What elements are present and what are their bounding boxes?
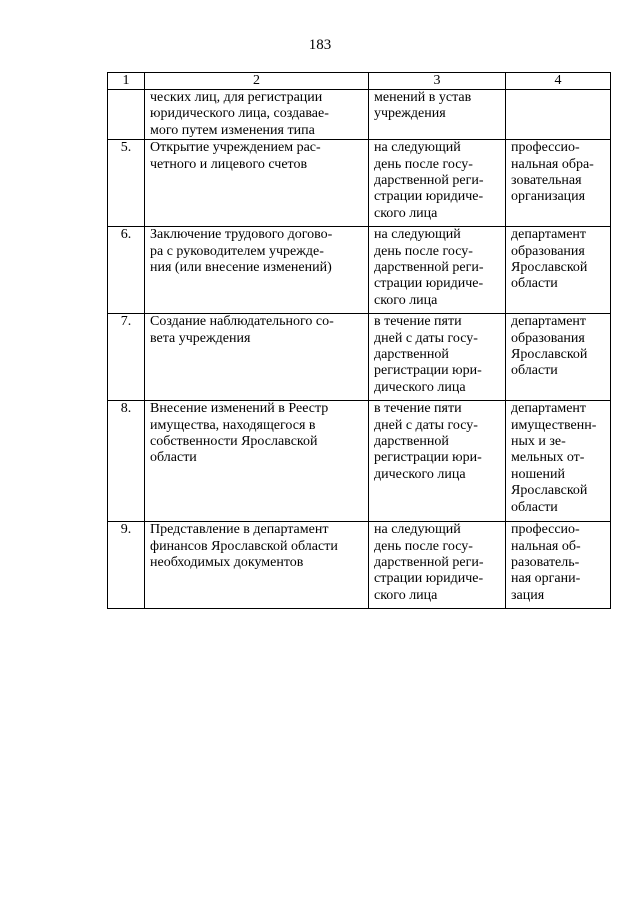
deadline-cell: в течение пяти дней с даты госу- дарственной регистрации юри- дического лица	[369, 401, 506, 522]
deadline-cell: в течение пяти дней с даты госу- дарственной регистрации юри- дического лица	[369, 314, 506, 401]
action-cell: Представление в департамент финансов Ярославской области необходимых документов	[145, 522, 369, 609]
table-header-row	[108, 73, 611, 90]
action-cell: Создание наблюдательного со- вета учреждения	[145, 314, 369, 401]
table-row	[108, 227, 611, 314]
header-cell-4: 4	[506, 73, 611, 90]
row-number: 8.	[108, 401, 145, 522]
deadline-cell: менений в устав учреждения	[369, 90, 506, 140]
table-row	[108, 140, 611, 227]
deadline-cell: на следующий день после госу- дарственной реги- страции юридиче- ского лица	[369, 140, 506, 227]
header-cell-3: 3	[369, 73, 506, 90]
header-cell-2: 2	[145, 73, 369, 90]
responsible-cell: департамент образования Ярославской области	[506, 314, 611, 401]
document-table	[107, 72, 611, 609]
table-row	[108, 522, 611, 609]
deadline-cell: на следующий день после госу- дарственной реги- страции юридиче- ского лица	[369, 522, 506, 609]
header-cell-1: 1	[108, 73, 145, 90]
action-cell: Открытие учреждением рас- четного и лицевого счетов	[145, 140, 369, 227]
row-number: 7.	[108, 314, 145, 401]
row-number	[108, 90, 145, 140]
row-number: 5.	[108, 140, 145, 227]
row-number: 6.	[108, 227, 145, 314]
responsible-cell: департамент имущественн- ных и зе- мельных от- ношений Ярославской области	[506, 401, 611, 522]
table-row	[108, 90, 611, 140]
row-number: 9.	[108, 522, 145, 609]
responsible-cell: профессио- нальная обра- зовательная организация	[506, 140, 611, 227]
responsible-cell: профессио- нальная об- разователь- ная органи- зация	[506, 522, 611, 609]
table-row	[108, 314, 611, 401]
action-cell: Внесение изменений в Реестр имущества, находящегося в собственности Ярославской области	[145, 401, 369, 522]
page-number: 183	[308, 37, 332, 53]
deadline-cell: на следующий день после госу- дарственной реги- страции юридиче- ского лица	[369, 227, 506, 314]
action-cell: Заключение трудового догово- ра с руководителем учрежде- ния (или внесение изменений)	[145, 227, 369, 314]
responsible-cell	[506, 90, 611, 140]
responsible-cell: департамент образования Ярославской области	[506, 227, 611, 314]
table-row	[108, 401, 611, 522]
action-cell: ческих лиц, для регистрации юридического лица, создавае- мого путем изменения типа	[145, 90, 369, 140]
